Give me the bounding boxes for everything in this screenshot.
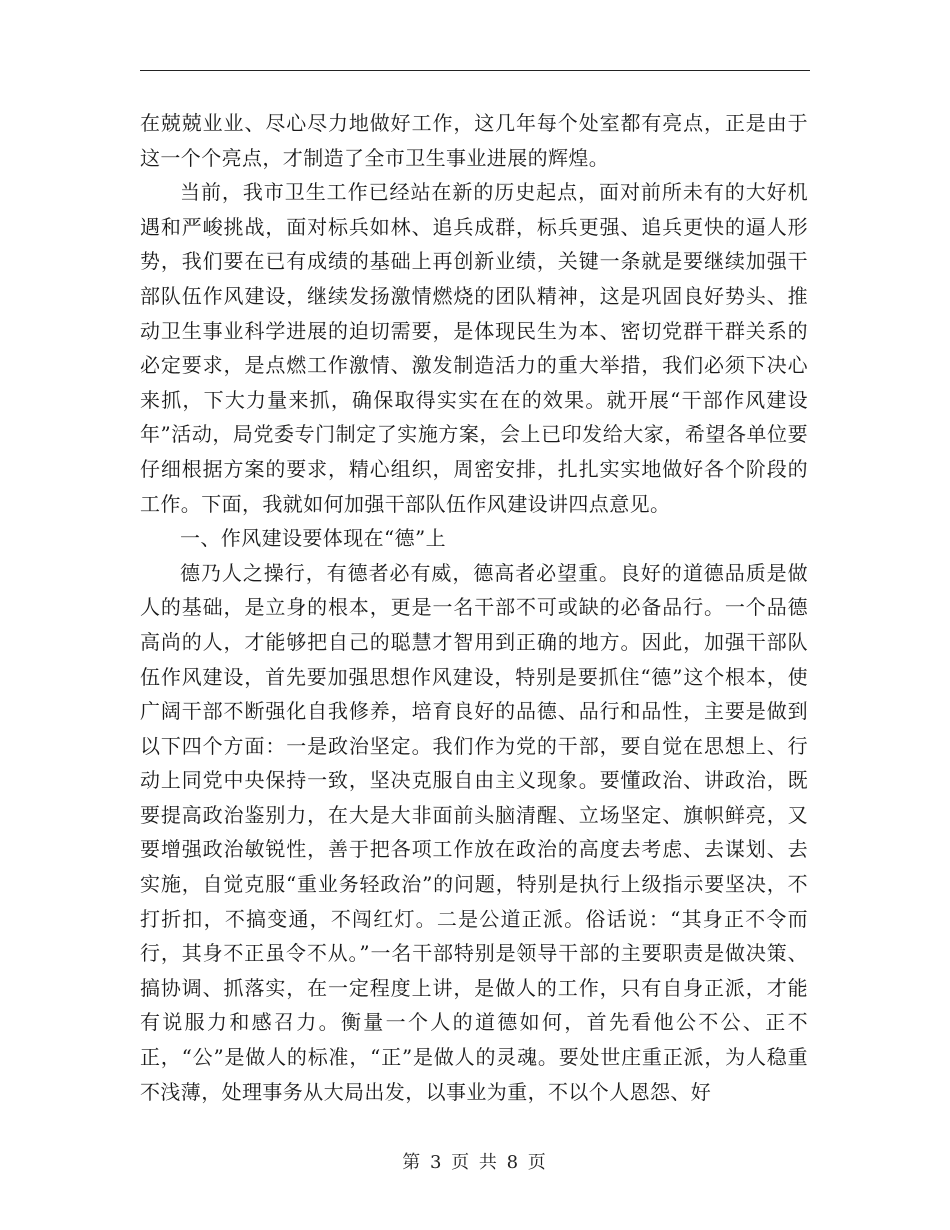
paragraph-2: 当前，我市卫生工作已经站在新的历史起点，面对前所未有的大好机遇和严峻挑战，面对标兵如林、追兵成群，标兵更强、追兵更快的逼人形势，我们要在已有成绩的基础上再创新业绩，关键一条就是要继续加强干部队伍作风建设，继续发扬激情燃烧的团队精神，这是巩固良好势头、推动卫生事业科学进展的迫切需要，是体现民生为本、密切党群干群关系的必定要求，是点燃工作激情、激发制造活力的重大举措，我们必须下决心来抓，下大力量来抓，确保取得实实在在的效果。就开展“干部作风建设年”活动，局党委专门制定了实施方案，会上已印发给大家，希望各单位要仔细根据方案的要求，精心组织，周密安排，扎扎实实地做好各个阶段的工作。下面，我就如何加强干部队伍作风建设讲四点意见。 bbox=[140, 180, 808, 516]
paragraph-1: 在兢兢业业、尽心尽力地做好工作，这几年每个处室都有亮点，正是由于这一个个亮点，才制造了全市卫生事业进展的辉煌。 bbox=[140, 111, 808, 170]
paragraph-3: 德乃人之操行，有德者必有威，德高者必望重。良好的道德品质是做人的基础，是立身的根本，更是一名干部不可或缺的必备品行。一个品德高尚的人，才能够把自己的聪慧才智用到正确的地方。因此，加强干部队伍作风建设，首先要加强思想作风建设，特别是要抓住“德”这个根本，使广阔干部不断强化自我修养，培育良好的品德、品行和品性，主要是做到以下四个方面：一是政治坚定。我们作为党的干部，要自觉在思想上、行动上同党中央保持一致，坚决克服自由主义现象。要懂政治、讲政治，既要提高政治鉴别力，在大是大非面前头脑清醒、立场坚定、旗帜鲜亮，又要增强政治敏锐性，善于把各项工作放在政治的高度去考虑、去谋划、去实施，自觉克服“重业务轻政治”的问题，特别是执行上级指示要坚决，不打折扣，不搞变通，不闯红灯。二是公道正派。俗话说：“其身正不令而行，其身不正虽令不从。”一名干部特别是领导干部的主要职责是做决策、搞协调、抓落实，在一定程度上讲，是做人的工作，只有自身正派，才能有说服力和感召力。衡量一个人的道德如何，首先看他公不公、正不正，“公”是做人的标准，“正”是做人的灵魂。要处世庄重正派，为人稳重不浅薄，处理事务从大局出发，以事业为重，不以个人恩怨、好 bbox=[140, 560, 808, 1104]
header-rule bbox=[140, 70, 810, 71]
document-body bbox=[140, 106, 808, 1109]
page-number: 第 3 页 共 8 页 bbox=[402, 1152, 548, 1173]
section-heading: 一、作风建设要体现在“德”上 bbox=[180, 526, 447, 551]
